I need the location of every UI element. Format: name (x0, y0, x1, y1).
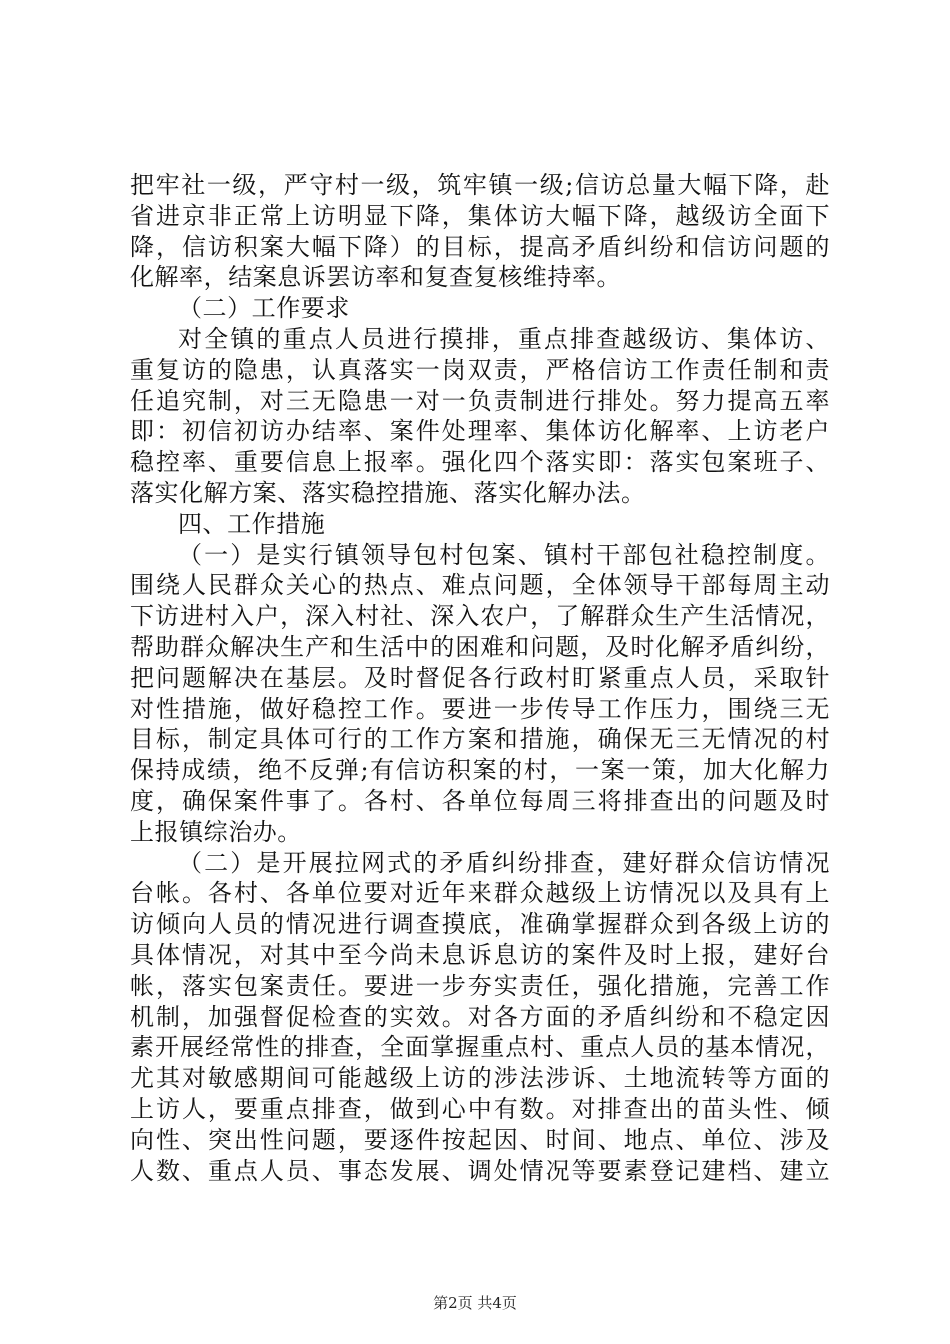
text-line: 帮助群众解决生产和生活中的困难和问题，及时化解矛盾纠纷， (130, 632, 830, 661)
text-line: 台帐。各村、各单位要对近年来群众越级上访情况以及具有上 (130, 879, 830, 908)
text-line: 向性、突出性问题，要逐件按起因、时间、地点、单位、涉及 (130, 1125, 830, 1154)
text-line: 围绕人民群众关心的热点、难点问题，全体领导干部每周主动 (130, 571, 830, 600)
text-line: 目标，制定具体可行的工作方案和措施，确保无三无情况的村 (130, 725, 830, 754)
text-line: 把问题解决在基层。及时督促各行政村盯紧重点人员，采取针 (130, 663, 830, 692)
text-line: 把牢社一级，严守村一级，筑牢镇一级;信访总量大幅下降，赴 (130, 171, 830, 199)
page-footer: 第2页 共4页 (433, 1294, 517, 1312)
text-line: 即：初信初访办结率、案件处理率、集体访化解率、上访老户 (130, 417, 830, 446)
text-line: 降，信访积案大幅下降）的目标，提高矛盾纠纷和信访问题的 (130, 232, 830, 261)
document-body (130, 170, 830, 1186)
text-line: （一）是实行镇领导包村包案、镇村干部包社稳控制度。 (178, 540, 830, 569)
text-line: 稳控率、重要信息上报率。强化四个落实即：落实包案班子、 (130, 448, 830, 477)
text-line: 访倾向人员的情况进行调查摸底，准确掌握群众到各级上访的 (130, 910, 830, 939)
text-line: 化解率，结案息诉罢访率和复查复核维持率。 (130, 263, 621, 292)
text-line: 保持成绩，绝不反弹;有信访积案的村，一案一策，加大化解力 (130, 756, 830, 785)
text-line: 度，确保案件事了。各村、各单位每周三将排查出的问题及时 (130, 786, 830, 815)
text-line: 落实化解方案、落实稳控措施、落实化解办法。 (130, 478, 646, 507)
text-line: 四、工作措施 (178, 509, 326, 538)
text-line: 机制，加强督促检查的实效。对各方面的矛盾纠纷和不稳定因 (130, 1002, 830, 1031)
text-line: 省进京非正常上访明显下降，集体访大幅下降，越级访全面下 (130, 201, 830, 230)
text-line: 对全镇的重点人员进行摸排，重点排查越级访、集体访、 (178, 324, 830, 353)
text-line: 重复访的隐患，认真落实一岗双责，严格信访工作责任制和责 (130, 355, 830, 384)
text-line: 尤其对敏感期间可能越级上访的涉法涉诉、土地流转等方面的 (130, 1064, 830, 1093)
text-line: （二）工作要求 (178, 294, 350, 323)
text-line: 任追究制，对三无隐患一对一负责制进行排处。努力提高五率 (130, 386, 830, 415)
text-line: 具体情况，对其中至今尚未息诉息访的案件及时上报，建好台 (130, 940, 830, 969)
text-line: 素开展经常性的排查，全面掌握重点村、重点人员的基本情况， (130, 1033, 830, 1062)
text-line: 帐，落实包案责任。要进一步夯实责任，强化措施，完善工作 (130, 971, 830, 1000)
text-line: （二）是开展拉网式的矛盾纠纷排查，建好群众信访情况 (178, 848, 830, 877)
text-line: 人数、重点人员、事态发展、调处情况等要素登记建档、建立 (130, 1156, 830, 1185)
text-line: 上报镇综治办。 (130, 817, 302, 846)
text-line: 对性措施，做好稳控工作。要进一步传导工作压力，围绕三无 (130, 694, 830, 723)
text-line: 上访人，要重点排查，做到心中有数。对排查出的苗头性、倾 (130, 1094, 830, 1123)
text-line: 下访进村入户，深入村社、深入农户，了解群众生产生活情况， (130, 602, 830, 631)
